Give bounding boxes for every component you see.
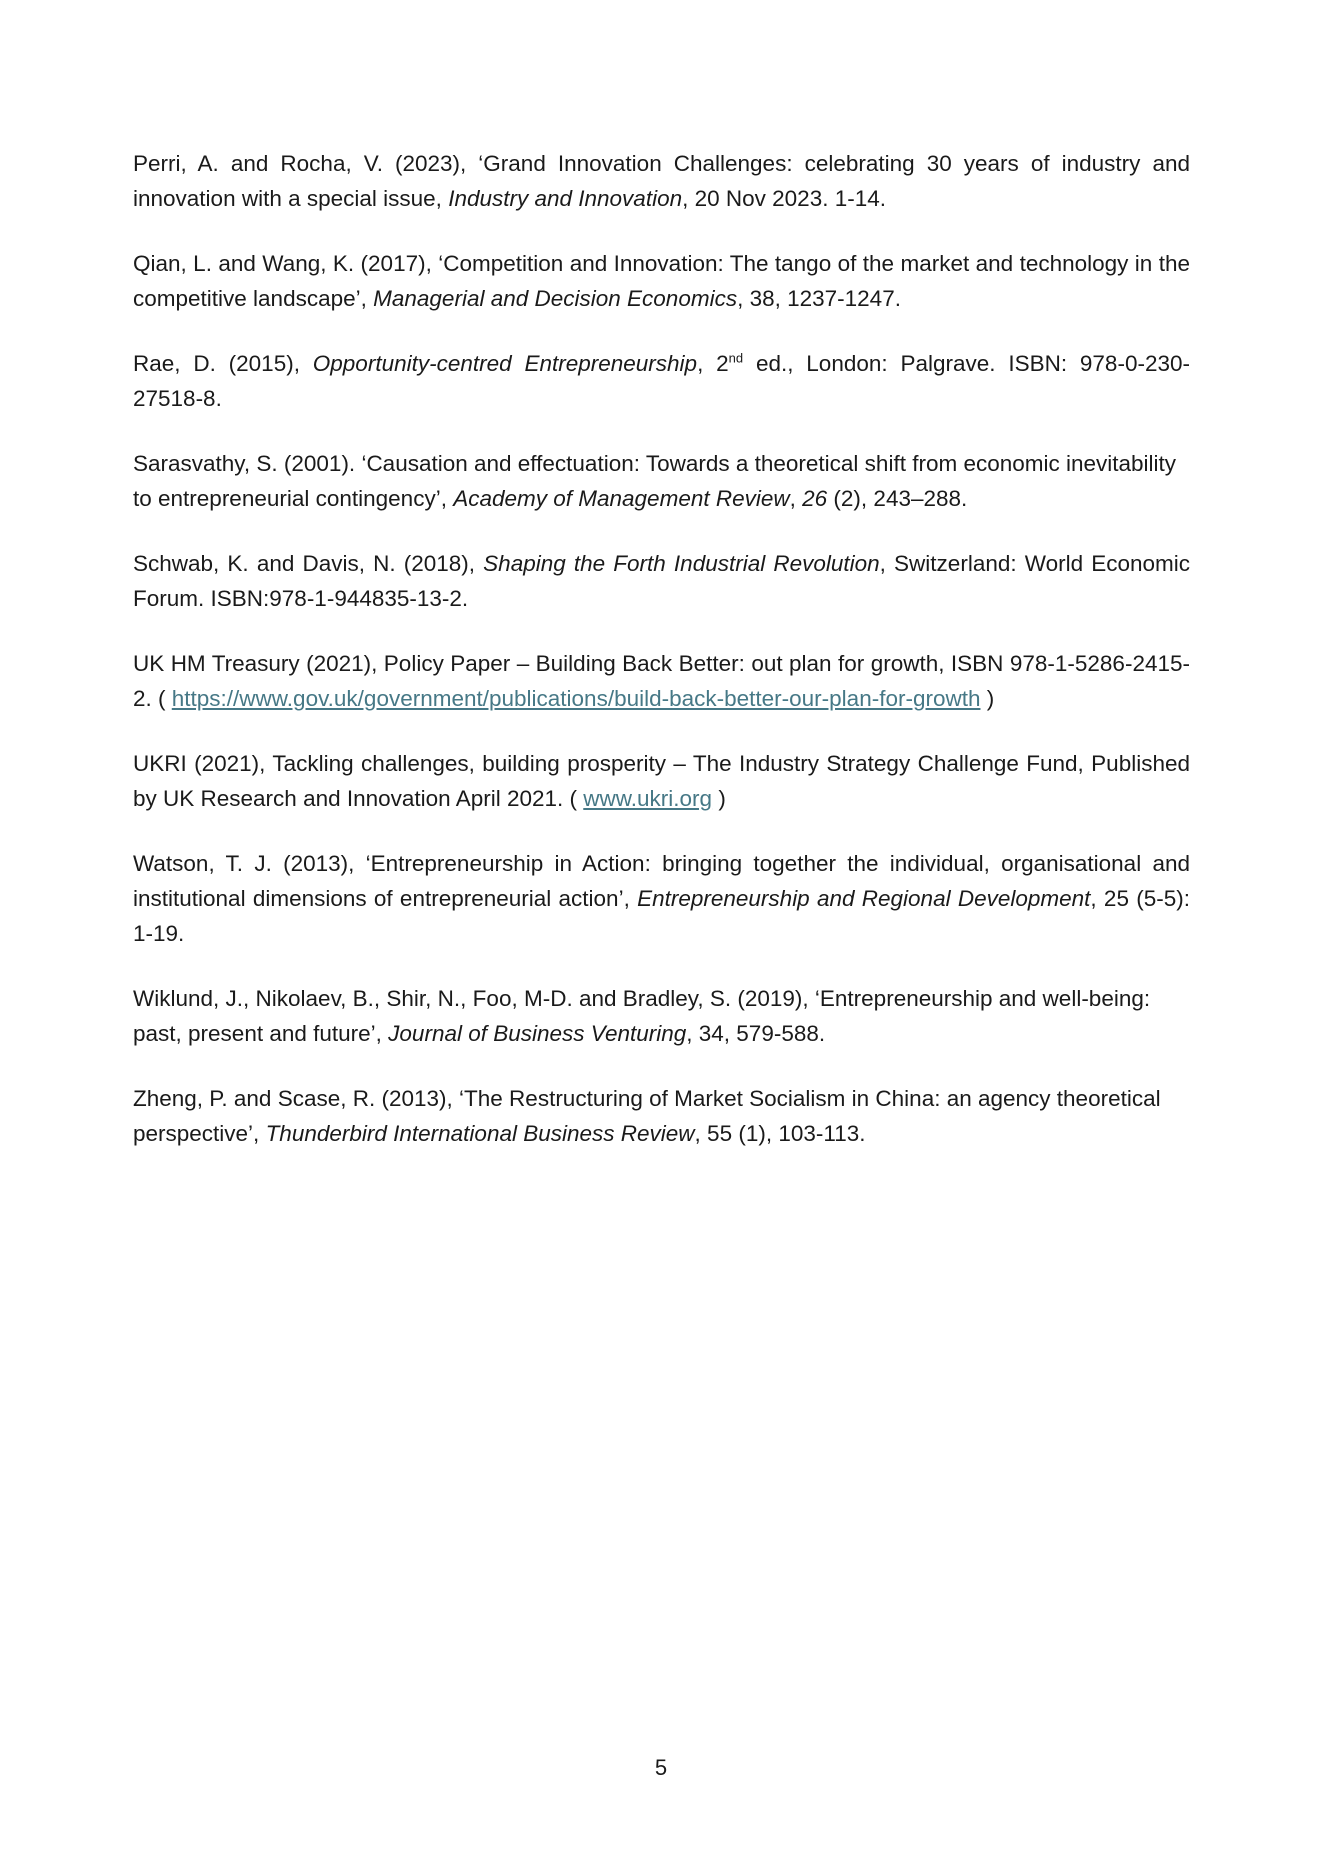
reference-entry xyxy=(133,1081,1190,1151)
text-run: Qian, L. and Wang, K. (2017), ‘Competition and Innovation: The tango of the market and technology in the competitive landscape’, xyxy=(133,251,1190,311)
italic-title-text: Shaping the Forth Industrial Revolution xyxy=(483,551,880,576)
superscript-text: nd xyxy=(728,350,744,366)
references-list xyxy=(133,146,1190,1181)
hyperlink[interactable]: www.ukri.org xyxy=(583,786,713,811)
italic-title-text: Industry and Innovation xyxy=(448,186,683,211)
text-run: Watson, T. J. (2013), ‘Entrepreneurship in Action: bringing together the individual, organisational and institutional dimensions of entrepreneurial action’, xyxy=(133,851,1190,911)
text-run: , Switzerland: World Economic Forum. ISBN:978-1-944835-13-2. xyxy=(133,551,1190,611)
italic-title-text: Managerial and Decision Economics xyxy=(373,286,738,311)
text-run: UKRI (2021), Tackling challenges, building prosperity – The Industry Strategy Challenge Fund, Published by UK Research and Innovation April 2021. ( xyxy=(133,751,1190,811)
reference-entry xyxy=(133,646,1190,716)
reference-entry xyxy=(133,446,1190,516)
text-run: Schwab, K. and Davis, N. (2018), xyxy=(133,551,484,576)
text-run: Zheng, P. and Scase, R. (2013), ‘The Restructuring of Market Socialism in China: an agency theoretical perspective’, xyxy=(133,1086,1161,1146)
text-run: ) xyxy=(980,686,995,711)
text-run: Wiklund, J., Nikolaev, B., Shir, N., Foo, M-D. and Bradley, S. (2019), ‘Entrepreneurship and well-being: past, present and future’, xyxy=(133,986,1151,1046)
reference-entry xyxy=(133,546,1190,616)
text-run: , 34, 579-588. xyxy=(686,1021,826,1046)
reference-entry xyxy=(133,346,1190,416)
text-run: Sarasvathy, S. (2001). ‘Causation and effectuation: Towards a theoretical shift from economic inevitability to entrepreneurial contingency’, xyxy=(133,451,1177,511)
page-number: 5 xyxy=(654,1755,668,1780)
italic-title-text: Thunderbird International Business Review xyxy=(265,1121,695,1146)
text-run: , 55 (1), 103-113. xyxy=(694,1121,866,1146)
italic-title-text: Journal of Business Venturing xyxy=(388,1021,687,1046)
italic-title-text: 26 xyxy=(802,486,828,511)
text-run: (2), 243–288. xyxy=(827,486,968,511)
text-run: ed., London: Palgrave. ISBN: 978-0-230-27518-8. xyxy=(133,351,1190,411)
text-run: , 38, 1237-1247. xyxy=(737,286,901,311)
text-run: UK HM Treasury (2021), Policy Paper – Building Back Better: out plan for growth, ISBN 978-1-5286-2415-2. ( xyxy=(133,651,1190,711)
reference-entry xyxy=(133,981,1190,1051)
italic-title-text: Opportunity-centred Entrepreneurship xyxy=(312,351,698,376)
text-run: Rae, D. (2015), xyxy=(133,351,313,376)
text-run: ) xyxy=(712,786,726,811)
text-run: , 25 (5-5): 1-19. xyxy=(133,886,1190,946)
text-run: , 2 xyxy=(697,351,729,376)
hyperlink[interactable]: https://www.gov.uk/government/publications/build-back-better-our-plan-for-growth xyxy=(171,686,981,711)
text-run: , 20 Nov 2023. 1-14. xyxy=(682,186,886,211)
italic-title-text: Entrepreneurship and Regional Development xyxy=(637,886,1091,911)
reference-entry xyxy=(133,146,1190,216)
reference-entry xyxy=(133,746,1190,816)
text-run: , xyxy=(789,486,803,511)
reference-entry xyxy=(133,246,1190,316)
italic-title-text: Academy of Management Review xyxy=(453,486,790,511)
reference-entry xyxy=(133,846,1190,951)
text-run: Perri, A. and Rocha, V. (2023), ‘Grand Innovation Challenges: celebrating 30 years of industry and innovation with a special issue, xyxy=(133,151,1190,211)
